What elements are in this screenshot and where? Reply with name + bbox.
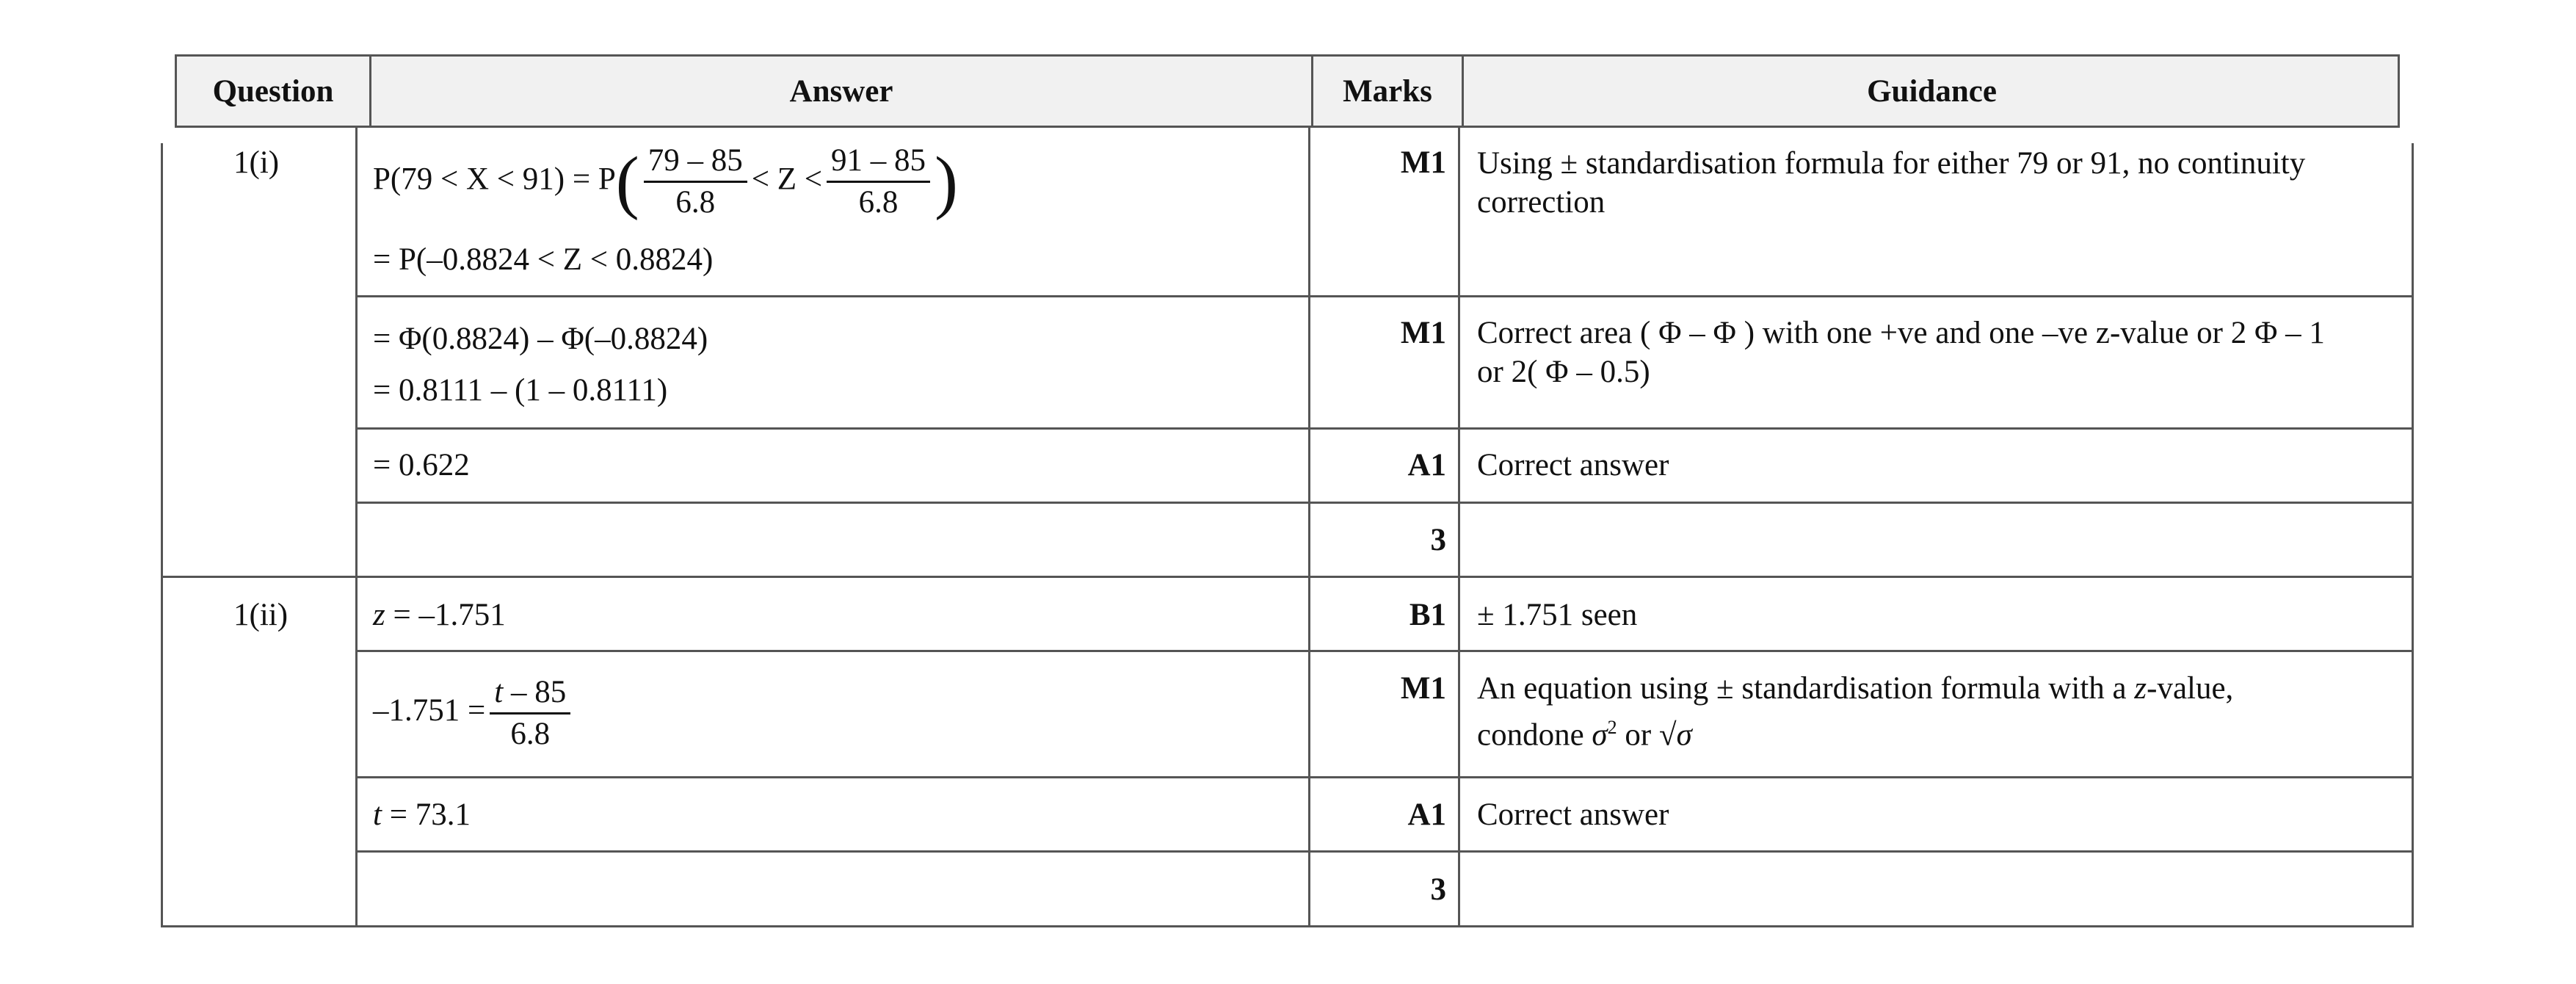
guidance-text: Correct area ( Φ – Φ ) with one +ve and one –ve z-value or 2 Φ – 1 xyxy=(1477,316,2325,350)
sigma-symbol: σ xyxy=(1592,717,1608,753)
header-answer: Answer xyxy=(789,73,893,109)
answer-cell xyxy=(373,144,958,220)
guidance-text xyxy=(1477,709,1692,754)
total-marks: 3 xyxy=(1430,872,1446,907)
answer-cell xyxy=(373,596,506,634)
question-number: 1(i) xyxy=(233,145,280,180)
guidance-text: or 2( Φ – 0.5) xyxy=(1477,355,1650,389)
numerator-text: – 85 xyxy=(503,674,567,709)
paren-open-icon: ( xyxy=(615,142,639,221)
answer-text: = –1.751 xyxy=(385,598,506,632)
fraction xyxy=(490,676,570,751)
guidance-text: Correct answer xyxy=(1477,448,1669,482)
guidance-fragment: An equation using ± standardisation formula with a xyxy=(1477,671,2135,706)
variable-z: z xyxy=(373,598,385,632)
answer-text: = 0.8111 – (1 – 0.8111) xyxy=(373,373,668,408)
question-number: 1(ii) xyxy=(233,598,289,632)
guidance-text: Correct answer xyxy=(1477,797,1669,832)
answer-text: P(79 < X < 91) = P xyxy=(373,162,616,197)
fraction-denominator: 6.8 xyxy=(858,185,899,220)
mark-label: B1 xyxy=(1409,598,1446,632)
answer-text: = 0.622 xyxy=(373,448,470,482)
mark-label: M1 xyxy=(1400,671,1446,706)
fraction-denominator: 6.8 xyxy=(510,716,551,751)
answer-text: = 73.1 xyxy=(381,797,471,832)
answer-cell xyxy=(373,671,575,751)
guidance-text: ± 1.751 seen xyxy=(1477,598,1638,632)
header-marks: Marks xyxy=(1343,73,1432,109)
answer-text: –1.751 = xyxy=(373,693,486,728)
header-question: Question xyxy=(212,73,334,109)
guidance-fragment: condone xyxy=(1477,717,1592,753)
paren-close-icon: ) xyxy=(935,142,958,221)
fraction-numerator: 91 – 85 xyxy=(827,144,930,183)
answer-text: = Φ(0.8824) – Φ(–0.8824) xyxy=(373,322,708,356)
table-header xyxy=(175,54,2400,128)
variable-t: t xyxy=(494,674,504,709)
variable-t: t xyxy=(373,797,382,832)
guidance-fragment: or √ xyxy=(1617,717,1677,753)
mark-label: A1 xyxy=(1407,797,1446,832)
fraction-denominator: 6.8 xyxy=(675,185,716,220)
guidance-text: Using ± standardisation formula for either 79 or 91, no continuity correction xyxy=(1477,146,2306,220)
mark-label: M1 xyxy=(1400,145,1446,180)
answer-cell xyxy=(373,796,471,834)
mark-label: A1 xyxy=(1407,448,1446,482)
mark-label: M1 xyxy=(1400,316,1446,350)
answer-text: < Z < xyxy=(751,162,823,197)
fraction-numerator xyxy=(490,676,570,715)
guidance-text xyxy=(1477,670,2233,708)
fraction-numerator: 79 – 85 xyxy=(644,144,747,183)
fraction xyxy=(827,144,930,220)
variable-z: z xyxy=(2134,671,2147,706)
guidance-fragment: -value, xyxy=(2147,671,2234,706)
sigma-symbol: σ xyxy=(1676,717,1692,753)
total-marks: 3 xyxy=(1430,523,1446,557)
answer-text: = P(–0.8824 < Z < 0.8824) xyxy=(373,242,714,277)
fraction xyxy=(644,144,747,220)
superscript: 2 xyxy=(1607,717,1617,738)
header-guidance: Guidance xyxy=(1867,73,1997,109)
